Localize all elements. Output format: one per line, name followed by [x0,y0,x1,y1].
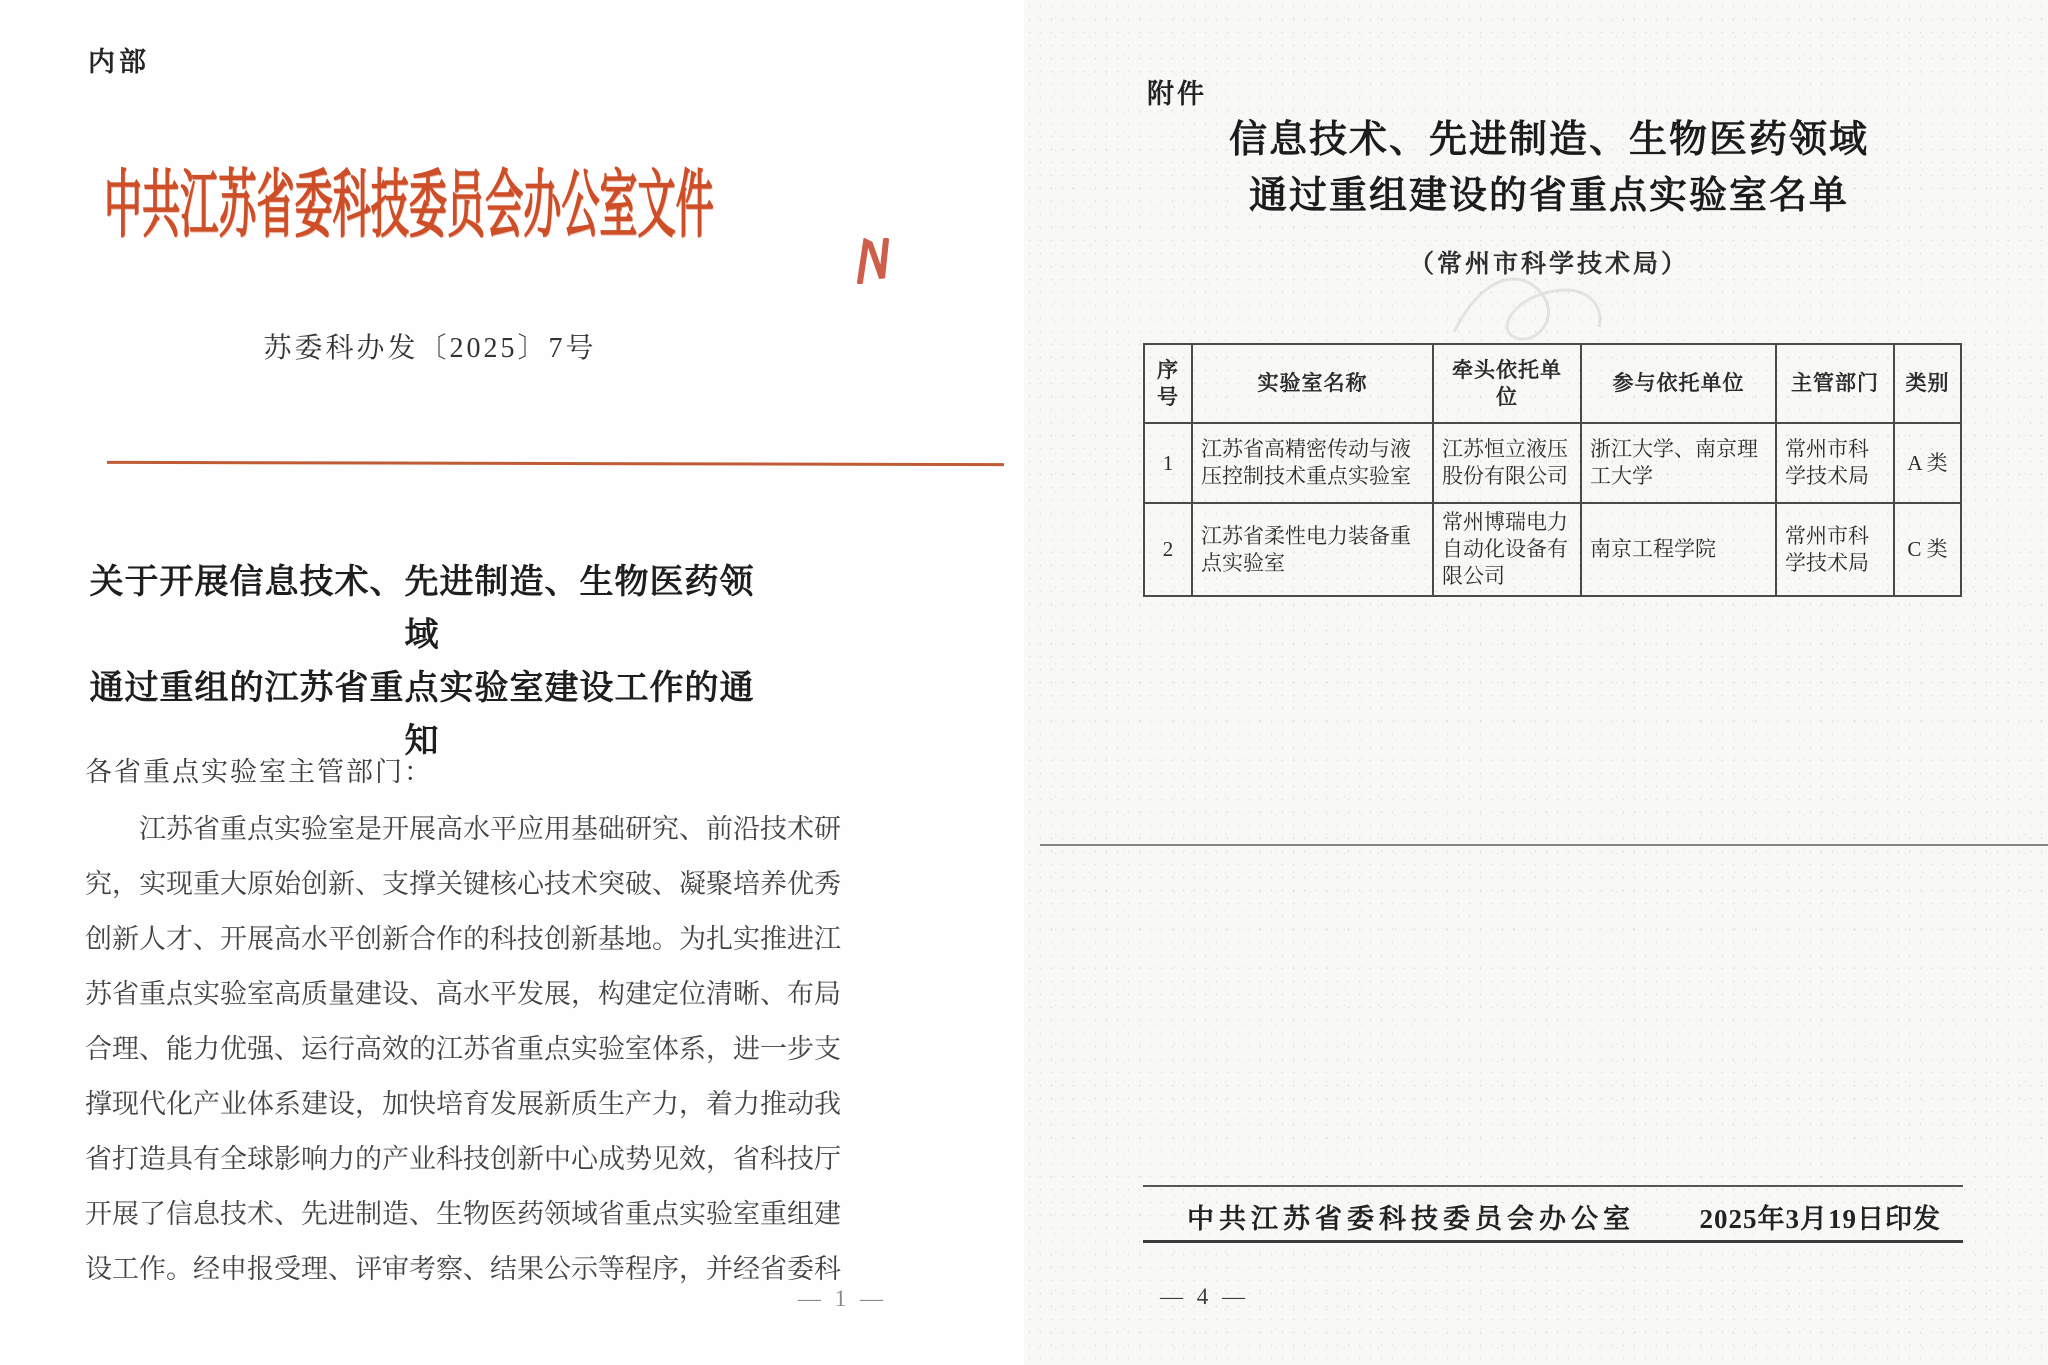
col-header-category: 类别 [1894,344,1961,423]
attachment-title-line2: 通过重组建设的省重点实验室名单 [1248,175,1849,217]
cell-authority: 常州市科学技术局 [1776,423,1894,503]
notice-title-line2: 通过重组的江苏省重点实验室建设工作的通知 [89,670,755,760]
lab-list-table [1143,343,1962,597]
attachment-label: 附件 [1147,79,1207,109]
page-number-right: — 4 — [1160,1284,1249,1309]
cell-category: C 类 [1894,503,1961,596]
col-header-lab: 实验室名称 [1192,344,1433,423]
body-line: 设工作。经申报受理、评审考察、结果公示等程序，并经省委科 [85,1254,841,1284]
footer-rule-bottom [1143,1240,1963,1243]
notice-title [78,556,766,768]
mid-page-rule [1040,844,2048,846]
cell-no: 1 [1144,423,1192,503]
body-line: 开展了信息技术、先进制造、生物医药领域省重点实验室重组建 [85,1199,841,1229]
col-header-lead: 牵头依托单位 [1433,344,1581,423]
red-divider-rule [107,461,1004,466]
footer-row [1143,1196,1963,1236]
cell-partner: 南京工程学院 [1581,503,1776,596]
footer-print-date: 2025年3月19日印发 [1699,1203,1941,1234]
attachment-title [1134,112,1964,224]
red-ink-artifact [856,238,892,284]
body-line: 江苏省重点实验室是开展高水平应用基础研究、前沿技术研 [139,814,841,844]
page-number-left: — 1 — [798,1286,887,1311]
cell-lab: 江苏省柔性电力装备重点实验室 [1192,503,1433,596]
cell-category: A 类 [1894,423,1961,503]
attachment-title-line1: 信息技术、先进制造、生物医药领域 [1228,119,1869,161]
body-line: 苏省重点实验室高质量建设、高水平发展，构建定位清晰、布局 [85,979,841,1009]
page-right [1024,0,2048,1365]
col-header-no: 序号 [1144,344,1192,423]
document-number: 苏委科办发〔2025〕7号 [263,333,597,364]
cell-lead: 江苏恒立液压股份有限公司 [1433,423,1581,503]
footer-rule-top [1143,1185,1963,1187]
body-line: 撑现代化产业体系建设，加快培育发展新质生产力，着力推动我 [85,1089,841,1119]
body-paragraph [85,802,841,1297]
col-header-authority: 主管部门 [1776,344,1894,423]
attachment-subtitle: （常州市科学技术局） [1408,251,1689,278]
cell-partner: 浙江大学、南京理工大学 [1581,423,1776,503]
table-row [1144,423,1961,503]
footer-issuer: 中共江苏省委科技委员会办公室 [1187,1203,1635,1234]
table-row [1144,503,1961,596]
body-line: 创新人才、开展高水平创新合作的科技创新基地。为扎实推进江 [85,924,841,954]
cell-lead: 常州博瑞电力自动化设备有限公司 [1433,503,1581,596]
classification-label: 内部 [88,47,150,77]
notice-title-line1: 关于开展信息技术、先进制造、生物医药领域 [89,564,755,654]
body-line: 合理、能力优强、运行高效的江苏省重点实验室体系，进一步支 [85,1034,841,1064]
table-header-row [1144,344,1961,423]
cell-authority: 常州市科学技术局 [1776,503,1894,596]
salutation: 各省重点实验室主管部门： [85,757,433,787]
body-line: 究，实现重大原始创新、支撑关键核心技术突破、凝聚培养优秀 [85,869,841,899]
col-header-partner: 参与依托单位 [1581,344,1776,423]
cell-lab: 江苏省高精密传动与液压控制技术重点实验室 [1192,423,1433,503]
body-line: 省打造具有全球影响力的产业科技创新中心成势见效，省科技厅 [85,1144,841,1174]
cell-no: 2 [1144,503,1192,596]
masthead-title: 中共江苏省委科技委员会办公室文件 [104,165,714,247]
